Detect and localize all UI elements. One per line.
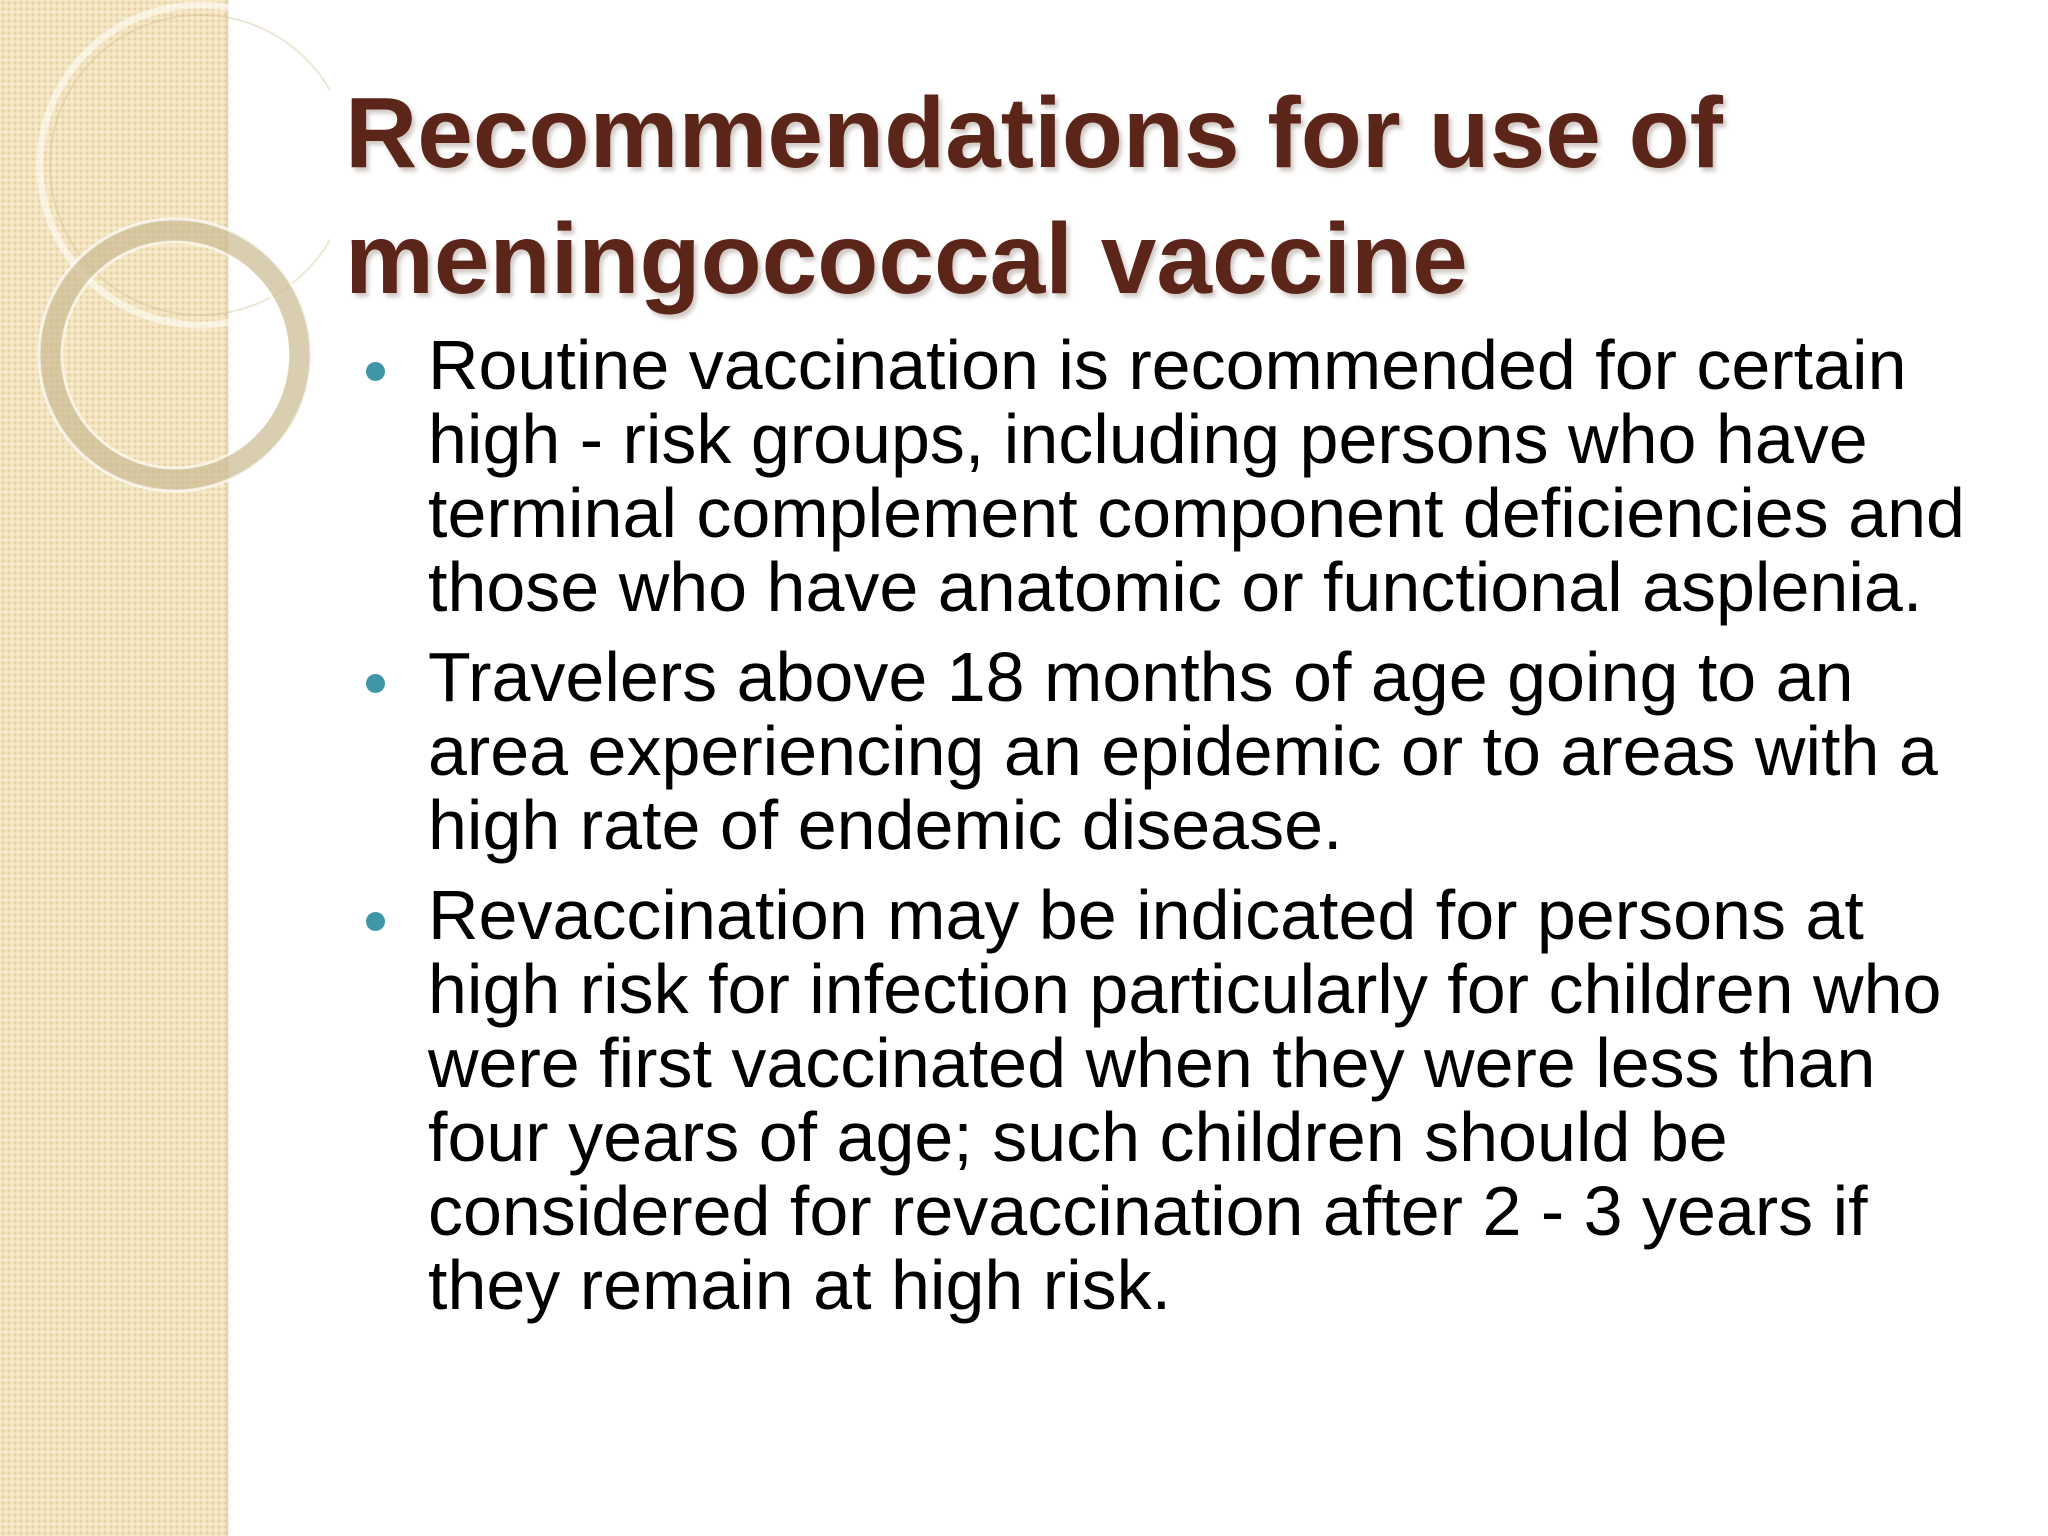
bullet-text: Routine vaccination is recommended for certain high - risk groups, including persons who have terminal complement component deficiencies and those who have anatomic or functional asplenia. <box>428 326 1965 626</box>
round-bullet-icon <box>366 912 385 931</box>
round-bullet-icon <box>366 674 385 693</box>
bullet-text: Travelers above 18 months of age going to an area experiencing an epidemic or to areas with a high rate of endemic disease. <box>428 638 1938 864</box>
bullet-item <box>360 640 2000 862</box>
slide-title: Recommendations for use of meningococcal vaccine <box>345 77 1723 315</box>
decorative-rings-icon <box>0 0 330 520</box>
bullet-item <box>360 328 2000 624</box>
round-bullet-icon <box>366 362 385 381</box>
bullet-list <box>360 328 2000 1338</box>
bullet-item <box>360 878 2000 1322</box>
bullet-text: Revaccination may be indicated for persons at high risk for infection particularly for children who were first vaccinated when they were less than four years of age; such children should be considered for revaccination after 2 - 3 years if they remain at high risk. <box>428 876 1942 1324</box>
